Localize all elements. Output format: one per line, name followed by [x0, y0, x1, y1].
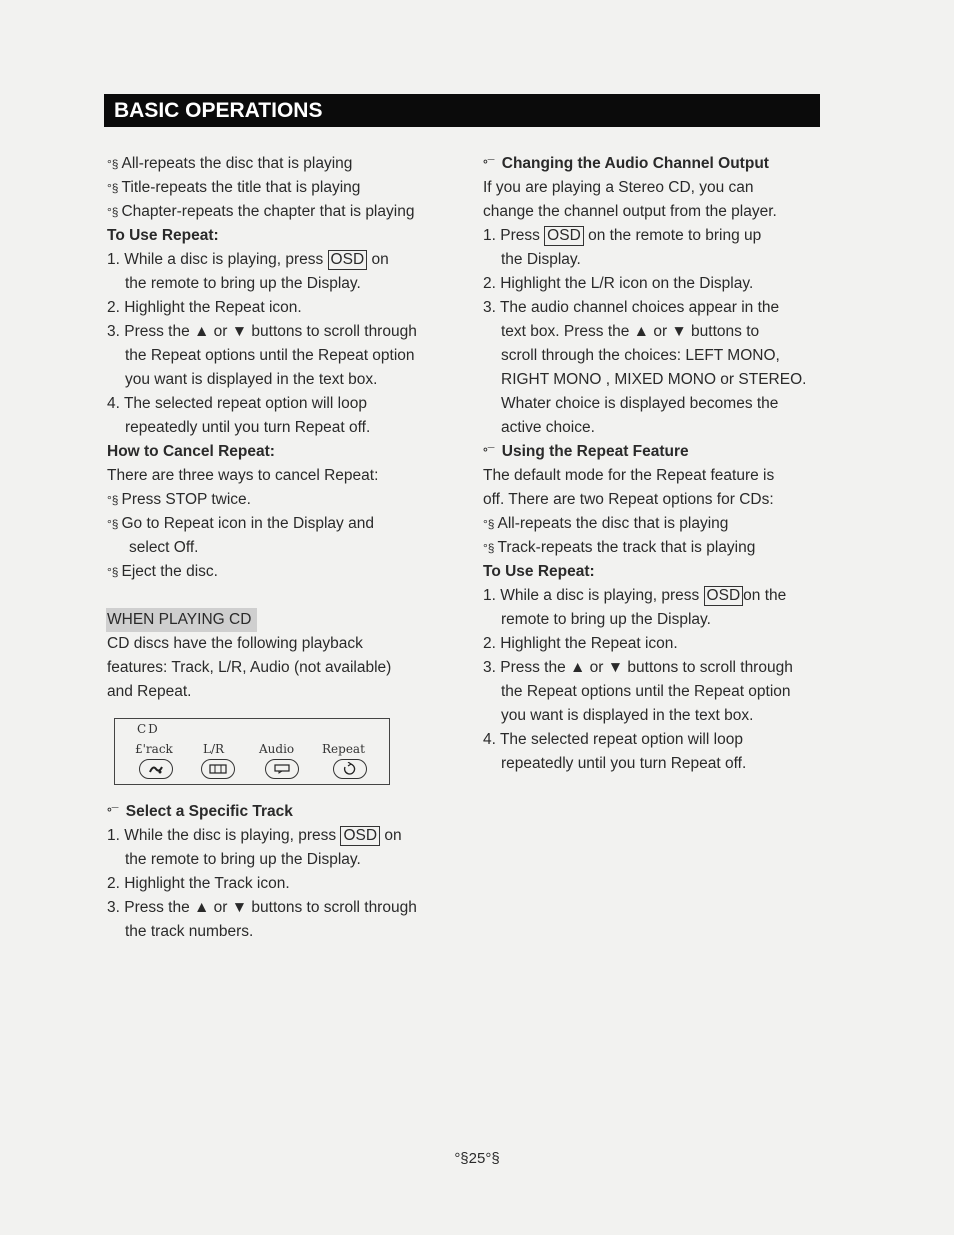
step-4: 4. The selected repeat option will loop: [483, 731, 743, 748]
step-4-cont: repeatedly until you turn Repeat off.: [501, 755, 747, 772]
track-icon: [139, 759, 173, 779]
bullet-text: Title-repeats the title that is playing: [121, 179, 361, 196]
step-4: 4. The selected repeat option will loop: [107, 395, 367, 412]
bullet-item: [107, 200, 452, 224]
bullet-item: [483, 512, 828, 536]
bullet-text: Go to Repeat icon in the Display and: [121, 515, 374, 532]
bullet-text: Eject the disc.: [121, 563, 218, 580]
bullet-item: [107, 560, 452, 584]
bullet-item: [107, 488, 452, 512]
step-1: [107, 824, 452, 848]
step-3: 3. Press the ▲ or ▼ buttons to scroll through: [107, 323, 417, 340]
heading-text: Changing the Audio Channel Output: [501, 155, 769, 172]
step-2: 2. Highlight the Repeat icon.: [483, 635, 678, 652]
lr-icon: [201, 759, 235, 779]
section-header: BASIC OPERATIONS: [104, 94, 820, 127]
repeat-intro: off. There are two Repeat options for CDs:: [483, 491, 774, 508]
audio-icon: [265, 759, 299, 779]
step-3: 3. Press the ▲ or ▼ buttons to scroll through: [483, 659, 793, 676]
bullet-text: All-repeats the disc that is playing: [497, 515, 729, 532]
cd-display-figure: [114, 718, 390, 785]
bullet-cont: select Off.: [129, 539, 199, 556]
step-1-cont: the remote to bring up the Display.: [125, 851, 361, 868]
cd-desc: features: Track, L/R, Audio (not available): [107, 659, 392, 676]
cd-desc: and Repeat.: [107, 683, 192, 700]
step-text: 1. While a disc is playing, press: [483, 587, 700, 604]
step-3-cont: you want is displayed in the text box.: [501, 707, 754, 724]
track-label: £'rack: [135, 742, 173, 756]
bullet-glyph: °§: [107, 517, 119, 531]
heading-glyph: °¯: [483, 157, 495, 171]
step-3-cont: scroll through the choices: LEFT MONO,: [501, 347, 780, 364]
step-text: on: [384, 827, 402, 844]
step-3-cont: Whater choice is displayed becomes the: [501, 395, 779, 412]
step-2: 2. Highlight the Repeat icon.: [107, 299, 302, 316]
step-3-cont: you want is displayed in the text box.: [125, 371, 378, 388]
left-column: [107, 152, 452, 704]
heading-glyph: °¯: [483, 445, 495, 459]
bullet-text: All-repeats the disc that is playing: [121, 155, 353, 172]
bullet-item: [107, 152, 452, 176]
bullet-glyph: °§: [107, 181, 119, 195]
repeat-intro: The default mode for the Repeat feature is: [483, 467, 775, 484]
bullet-glyph: °§: [483, 517, 495, 531]
page-number: °§25°§: [454, 1150, 500, 1167]
cd-desc: CD discs have the following playback: [107, 635, 363, 652]
track-heading: [107, 800, 452, 824]
bullet-text: Chapter-repeats the chapter that is playing: [121, 203, 415, 220]
bullet-glyph: °§: [107, 565, 119, 579]
audio-intro: change the channel output from the player.: [483, 203, 777, 220]
step-3-cont: RIGHT MONO , MIXED MONO or STEREO.: [501, 371, 807, 388]
step-text: 1. While the disc is playing, press: [107, 827, 337, 844]
cancel-repeat-heading: How to Cancel Repeat:: [107, 443, 275, 460]
lr-label: L/R: [203, 742, 225, 756]
step-text: on: [371, 251, 389, 268]
step-3-cont: the Repeat options until the Repeat option: [125, 347, 415, 364]
step-text: 1. While a disc is playing, press: [107, 251, 324, 268]
bullet-text: Press STOP twice.: [121, 491, 251, 508]
use-repeat-heading: To Use Repeat:: [483, 563, 595, 580]
osd-key: OSD: [340, 826, 380, 846]
step-4-cont: repeatedly until you turn Repeat off.: [125, 419, 371, 436]
bullet-glyph: °§: [107, 493, 119, 507]
step-3-cont: text box. Press the ▲ or ▼ buttons to: [501, 323, 760, 340]
use-repeat-heading: To Use Repeat:: [107, 227, 219, 244]
osd-key: OSD: [544, 226, 584, 246]
osd-key: OSD: [704, 586, 744, 606]
step-3-cont: the Repeat options until the Repeat option: [501, 683, 791, 700]
step-1: [483, 224, 828, 248]
audio-label: Audio: [259, 742, 295, 756]
step-text: on the: [743, 587, 787, 604]
bullet-text: Track-repeats the track that is playing: [497, 539, 756, 556]
step-3-cont: the track numbers.: [125, 923, 254, 940]
bullet-glyph: °§: [107, 157, 119, 171]
repeat-icon: [333, 759, 367, 779]
step-2: 2. Highlight the Track icon.: [107, 875, 290, 892]
when-playing-cd-label: [107, 608, 452, 632]
bullet-glyph: °§: [107, 205, 119, 219]
right-column: [483, 152, 828, 776]
track-section: [107, 800, 452, 944]
repeat-feature-heading: [483, 440, 828, 464]
audio-intro: If you are playing a Stereo CD, you can: [483, 179, 754, 196]
repeat-label: Repeat: [322, 742, 365, 756]
step-3-cont: active choice.: [501, 419, 595, 436]
step-text: on the remote to bring up: [588, 227, 762, 244]
section-label: WHEN PLAYING CD: [106, 608, 257, 632]
bullet-item: [107, 512, 452, 536]
osd-key: OSD: [328, 250, 368, 270]
step-1-cont: the remote to bring up the Display.: [125, 275, 361, 292]
step-1: [107, 248, 452, 272]
step-1: [483, 584, 828, 608]
step-1-cont: the Display.: [501, 251, 581, 268]
cancel-intro: There are three ways to cancel Repeat:: [107, 467, 379, 484]
heading-glyph: °¯: [107, 805, 119, 819]
heading-text: Using the Repeat Feature: [501, 443, 689, 460]
step-2: 2. Highlight the L/R icon on the Display.: [483, 275, 754, 292]
bullet-item: [107, 176, 452, 200]
audio-heading: [483, 152, 828, 176]
bullet-item: [483, 536, 828, 560]
heading-text: Select a Specific Track: [125, 803, 293, 820]
bullet-glyph: °§: [483, 541, 495, 555]
step-text: 1. Press: [483, 227, 540, 244]
step-1-cont: remote to bring up the Display.: [501, 611, 711, 628]
cd-display-title: CD: [137, 722, 160, 736]
step-3: 3. Press the ▲ or ▼ buttons to scroll through: [107, 899, 417, 916]
step-3: 3. The audio channel choices appear in the: [483, 299, 780, 316]
